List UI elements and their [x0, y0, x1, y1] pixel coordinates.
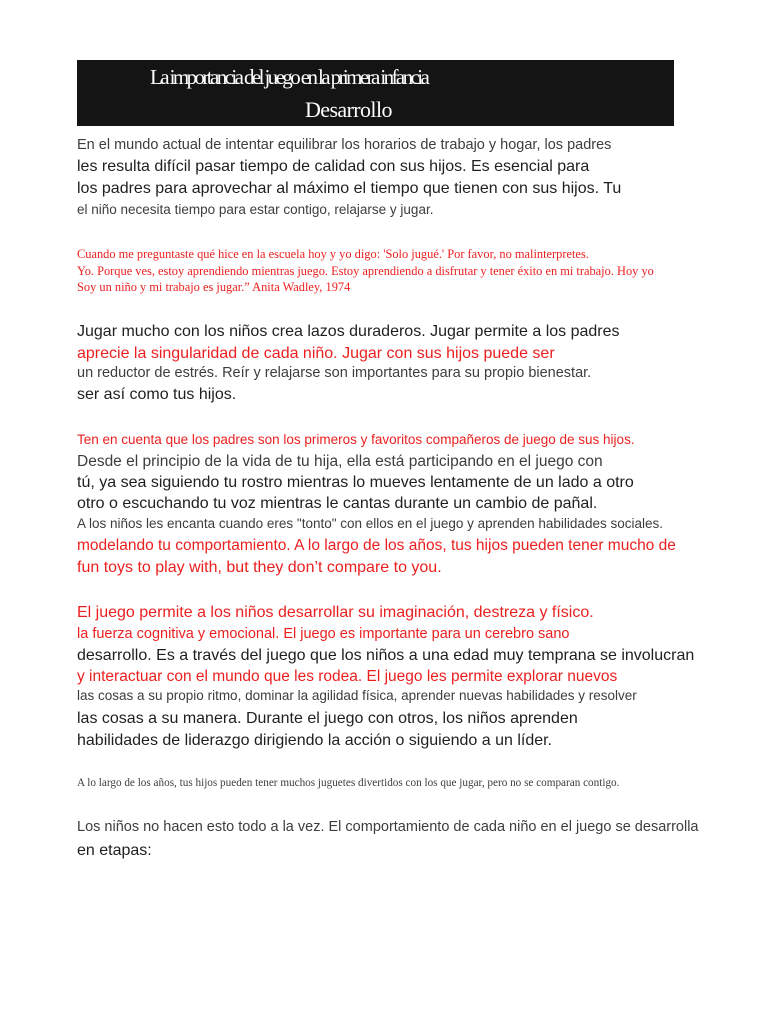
paragraph4-line3: desarrollo. Es a través del juego que los niños a una edad muy temprana se involucran: [77, 647, 695, 664]
paragraph1-line3: los padres para aprovechar al máximo el tiempo que tienen con sus hijos. Tu: [77, 180, 622, 197]
paragraph4-line6: las cosas a su manera. Durante el juego con otros, los niños aprenden: [77, 710, 578, 727]
note-line: A lo largo de los años, tus hijos pueden tener muchos juguetes divertidos con los que jugar, pero no se comparan contigo.: [77, 777, 620, 789]
paragraph3-line6: modelando tu comportamiento. A lo largo de los años, tus hijos pueden tener mucho de: [77, 537, 676, 554]
quote-line1: Cuando me preguntaste qué hice en la escuela hoy y yo digo: 'Solo jugué.' Por favor, no malinterpretes.: [77, 247, 589, 261]
paragraph3-line4: otro o escuchando tu voz mientras le cantas durante un cambio de pañal.: [77, 495, 598, 512]
paragraph3-line3: tú, ya sea siguiendo tu rostro mientras lo mueves lentamente de un lado a otro: [77, 474, 634, 491]
paragraph1-line4: el niño necesita tiempo para estar contigo, relajarse y jugar.: [77, 202, 434, 217]
paragraph1-line2: les resulta difícil pasar tiempo de calidad con sus hijos. Es esencial para: [77, 158, 590, 175]
paragraph4-line7: habilidades de liderazgo dirigiendo la acción o siguiendo a un líder.: [77, 732, 552, 749]
paragraph5-line2: en etapas:: [77, 842, 152, 859]
paragraph4-line2: la fuerza cognitiva y emocional. El juego es importante para un cerebro sano: [77, 626, 570, 642]
paragraph1-line1: En el mundo actual de intentar equilibrar los horarios de trabajo y hogar, los padres: [77, 137, 612, 153]
paragraph5-line1: Los niños no hacen esto todo a la vez. El comportamiento de cada niño en el juego se desarrolla: [77, 819, 699, 835]
paragraph2-line2: aprecie la singularidad de cada niño. Jugar con sus hijos puede ser: [77, 345, 555, 362]
page-subtitle: Desarrollo: [305, 97, 392, 122]
paragraph3-line1: Ten en cuenta que los padres son los primeros y favoritos compañeros de juego de sus hijos.: [77, 432, 635, 447]
paragraph4-line4: y interactuar con el mundo que les rodea. El juego les permite explorar nuevos: [77, 668, 618, 685]
paragraph2-line1: Jugar mucho con los niños crea lazos duraderos. Jugar permite a los padres: [77, 323, 620, 340]
paragraph4-line5: las cosas a su propio ritmo, dominar la agilidad física, aprender nuevas habilidades y resolver: [77, 688, 637, 703]
paragraph4-line1: El juego permite a los niños desarrollar su imaginación, destreza y físico.: [77, 604, 594, 621]
paragraph3-line5: A los niños les encanta cuando eres "tonto" con ellos en el juego y aprenden habilidades sociales.: [77, 516, 663, 531]
title-banner: [77, 60, 674, 126]
page-title: La importancia del juego en la primera infancia: [150, 65, 428, 89]
quote-line3: Soy un niño y mi trabajo es jugar.” Anita Wadley, 1974: [77, 280, 351, 294]
quote-line2: Yo. Porque ves, estoy aprendiendo mientras juego. Estoy aprendiendo a disfrutar y tener éxito en mi trabajo. Hoy yo: [77, 264, 654, 278]
paragraph3-line2: Desde el principio de la vida de tu hija, ella está participando en el juego con: [77, 453, 603, 470]
paragraph2-line3: un reductor de estrés. Reír y relajarse son importantes para su propio bienestar.: [77, 365, 592, 381]
paragraph2-line4: ser así como tus hijos.: [77, 386, 237, 403]
paragraph3-line7: fun toys to play with, but they don’t compare to you.: [77, 559, 442, 576]
